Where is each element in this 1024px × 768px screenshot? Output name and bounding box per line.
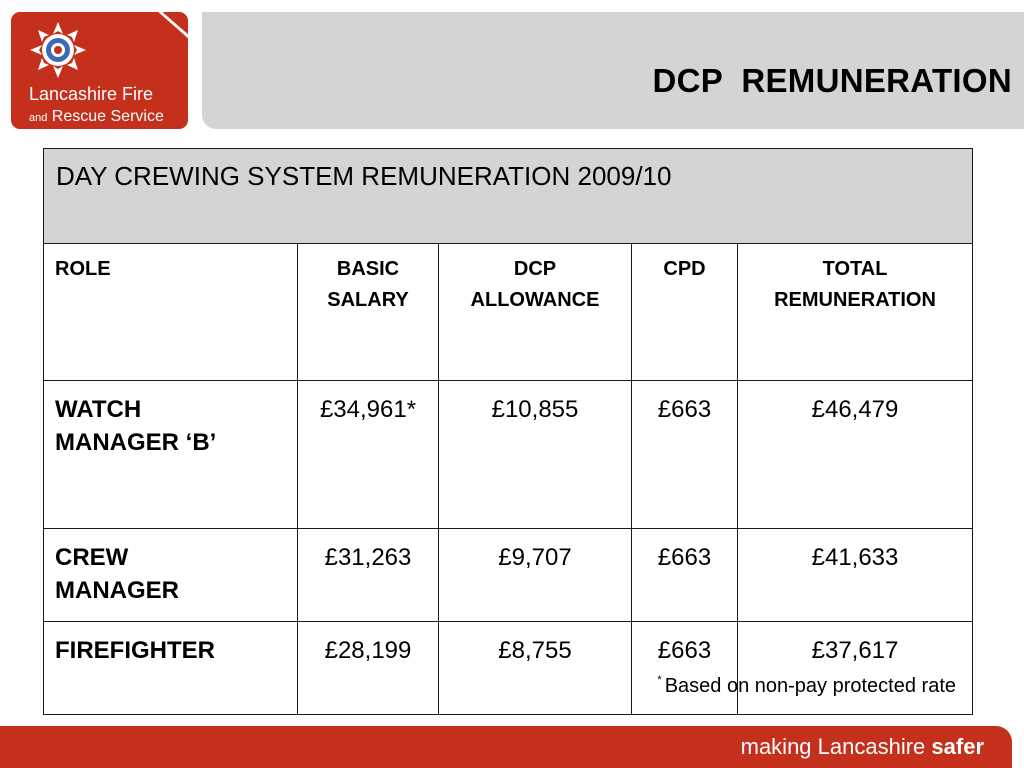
role-line2: MANAGER <box>55 577 179 604</box>
role-cell <box>44 529 298 622</box>
column-header-dcp-line1: DCP <box>513 258 557 280</box>
footer-tagline <box>741 734 984 760</box>
role-line1: CREW <box>55 544 129 571</box>
brand-logo <box>11 12 188 129</box>
column-header-basic-line1: BASIC <box>336 258 400 280</box>
column-header-role: ROLE <box>44 244 298 381</box>
fire-service-crest-icon <box>27 20 89 80</box>
header-band <box>202 12 1024 129</box>
cpd-cell: £663 <box>632 381 738 529</box>
dcp-allowance-cell: £8,755 <box>439 622 632 715</box>
tagline-regular: making Lancashire <box>740 734 932 759</box>
column-header-basic-salary <box>298 244 439 381</box>
logo-text-and: and <box>29 112 48 124</box>
table-title-row <box>44 149 973 244</box>
logo-text-line1: Lancashire Fire <box>29 84 154 104</box>
column-header-basic-line2: SALARY <box>327 289 409 311</box>
column-header-dcp-line2: ALLOWANCE <box>470 289 600 311</box>
footnote-marker: * <box>657 674 662 686</box>
footer-bar <box>0 726 1012 768</box>
column-header-total-line2: REMUNERATION <box>774 289 936 311</box>
column-header-total-remuneration <box>738 244 973 381</box>
table-row <box>44 529 973 622</box>
role-line1: WATCH <box>55 396 142 423</box>
footnote-text: Based on non-pay protected rate <box>664 675 956 697</box>
logo-text-rescue: Rescue Service <box>47 108 164 125</box>
column-header-total-line1: TOTAL <box>822 258 888 280</box>
total-remuneration-cell: £46,479 <box>738 381 973 529</box>
table-header-row <box>44 244 973 381</box>
cpd-cell: £663 <box>632 622 738 715</box>
footnote <box>657 674 956 698</box>
table-title: DAY CREWING SYSTEM REMUNERATION 2009/10 <box>44 149 973 244</box>
table-row <box>44 381 973 529</box>
basic-salary-cell: £31,263 <box>298 529 439 622</box>
column-header-cpd: CPD <box>632 244 738 381</box>
cpd-cell: £663 <box>632 529 738 622</box>
total-remuneration-cell: £41,633 <box>738 529 973 622</box>
role-cell <box>44 622 298 715</box>
logo-corner-ribbon-icon <box>156 12 188 40</box>
dcp-allowance-cell: £9,707 <box>439 529 632 622</box>
table-row <box>44 622 973 715</box>
column-header-dcp-allowance <box>439 244 632 381</box>
basic-salary-cell: £28,199 <box>298 622 439 715</box>
tagline-bold: safer <box>931 734 984 759</box>
role-line2: MANAGER ‘B’ <box>55 429 217 456</box>
role-line1: FIREFIGHTER <box>55 637 215 664</box>
total-remuneration-cell: £37,617 <box>738 622 973 715</box>
remuneration-table <box>43 148 973 715</box>
dcp-allowance-cell: £10,855 <box>439 381 632 529</box>
logo-text-line2 <box>29 108 164 126</box>
basic-salary-cell: £34,961* <box>298 381 439 529</box>
page-title: DCP REMUNERATION <box>652 62 1012 99</box>
role-cell <box>44 381 298 529</box>
